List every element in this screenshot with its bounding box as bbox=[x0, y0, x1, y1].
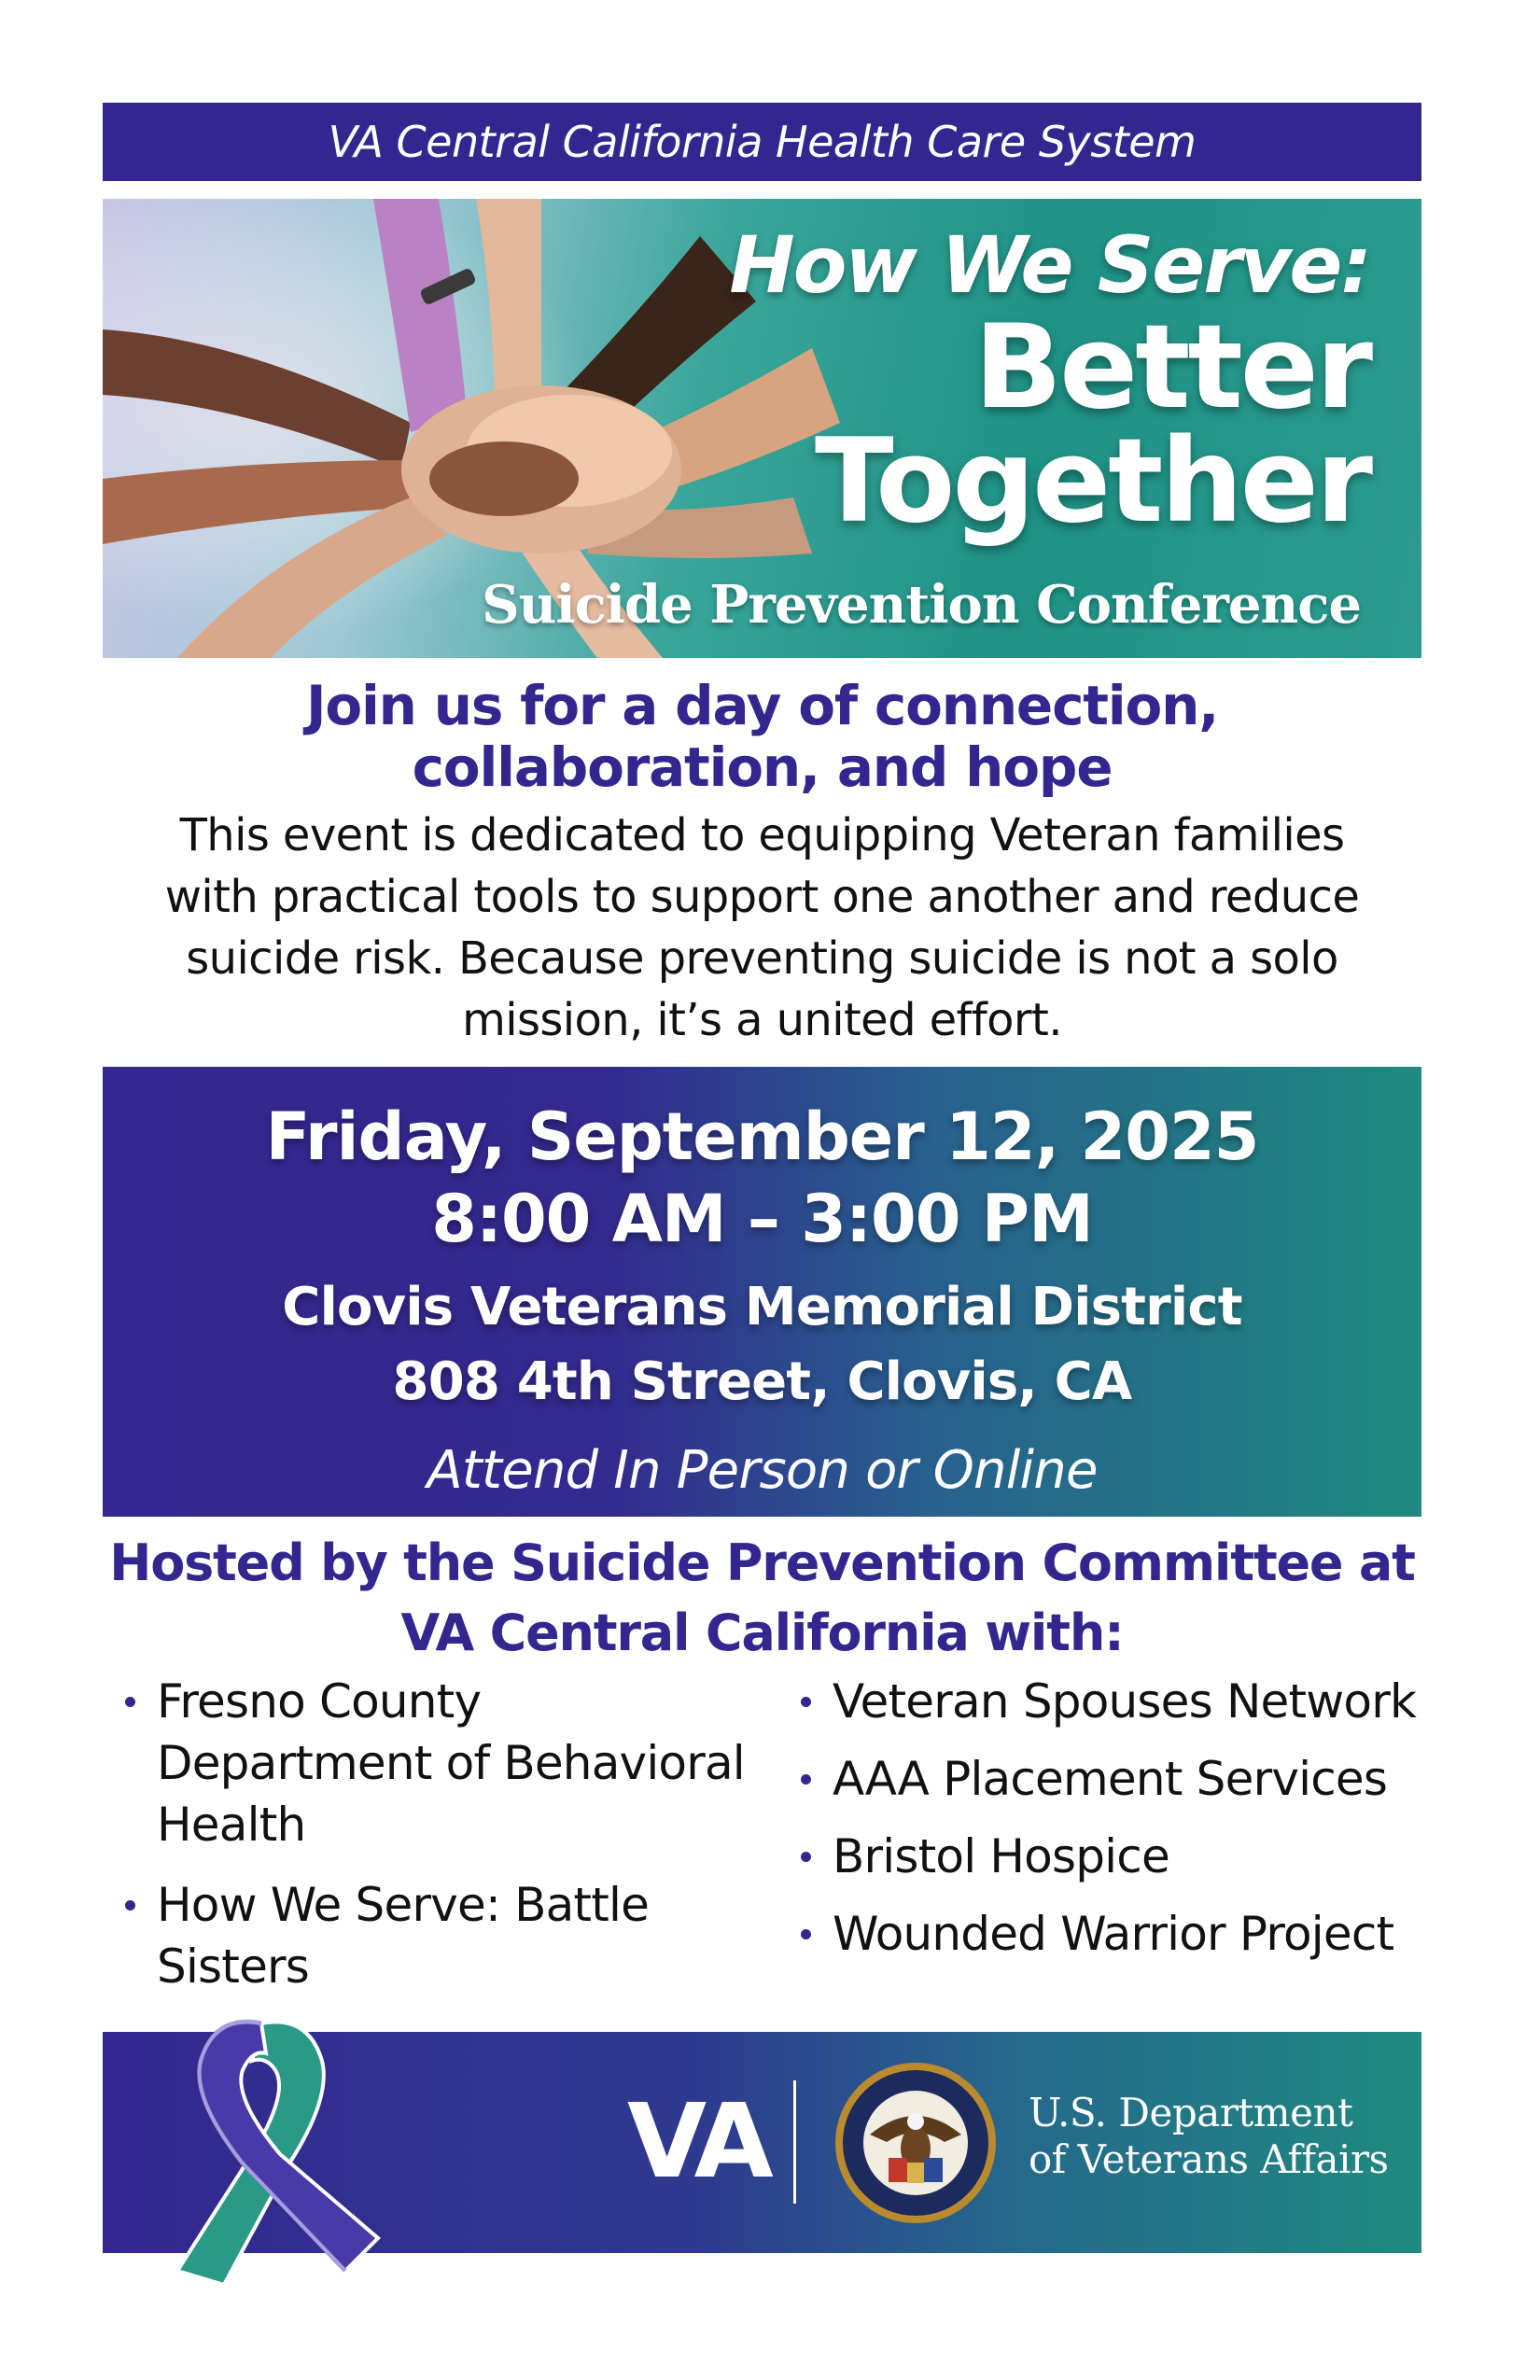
hosted-heading-line: VA Central California with: bbox=[400, 1603, 1124, 1662]
event-time: 8:00 AM – 3:00 PM bbox=[431, 1181, 1093, 1257]
intro-body-line: This event is dedicated to equipping Veteran families bbox=[179, 809, 1345, 861]
va-logo: VA bbox=[627, 2081, 768, 2201]
partner-name-line: Sisters bbox=[157, 1939, 310, 1994]
organization-banner bbox=[103, 103, 1421, 181]
intro-description bbox=[103, 805, 1421, 1051]
partners-list-right bbox=[795, 1671, 1449, 1981]
department-name-line: of Veterans Affairs bbox=[1029, 2136, 1389, 2182]
partner-name-line: Department of Behavioral bbox=[157, 1736, 745, 1790]
intro-body-line: suicide risk. Because preventing suicide is not a solo bbox=[186, 932, 1338, 985]
partner-name-line: Fresno County bbox=[157, 1674, 482, 1729]
list-item bbox=[795, 1671, 1449, 1732]
event-date: Friday, September 12, 2025 bbox=[265, 1099, 1259, 1175]
partner-name-line: Health bbox=[157, 1798, 306, 1852]
intro-heading-line: collaboration, and hope bbox=[412, 735, 1113, 799]
partner-name: AAA Placement Services bbox=[833, 1752, 1388, 1806]
conference-subtitle: Suicide Prevention Conference bbox=[482, 574, 1361, 636]
event-venue: Clovis Veterans Memorial District bbox=[282, 1277, 1242, 1337]
partner-name: Wounded Warrior Project bbox=[833, 1907, 1394, 1961]
list-item bbox=[795, 1748, 1449, 1810]
hero-title-prefix: How We Serve: bbox=[729, 219, 1370, 311]
bullet-icon bbox=[801, 1852, 811, 1862]
hero-title-better: Better bbox=[973, 301, 1370, 435]
hero-banner bbox=[103, 199, 1421, 658]
list-item bbox=[119, 1874, 754, 1997]
partner-name: Veteran Spouses Network bbox=[833, 1674, 1417, 1729]
bullet-icon bbox=[125, 1697, 135, 1707]
hosted-by-heading bbox=[103, 1528, 1421, 1668]
list-item bbox=[119, 1671, 754, 1855]
intro-body-line: with practical tools to support one another and reduce bbox=[164, 871, 1360, 923]
list-item bbox=[795, 1903, 1449, 1965]
intro-heading-line: Join us for a day of connection, bbox=[305, 674, 1219, 737]
intro-heading bbox=[103, 675, 1421, 798]
awareness-ribbon-icon bbox=[149, 2005, 392, 2294]
bullet-icon bbox=[801, 1774, 811, 1785]
bullet-icon bbox=[801, 1697, 811, 1707]
partner-name-line: How We Serve: Battle bbox=[157, 1878, 650, 1932]
list-item bbox=[795, 1826, 1449, 1887]
partners-list-left bbox=[119, 1671, 754, 2016]
organization-name: VA Central California Health Care System bbox=[328, 117, 1197, 167]
logo-divider bbox=[793, 2080, 796, 2204]
bullet-icon bbox=[125, 1900, 135, 1911]
partner-name: Bristol Hospice bbox=[833, 1829, 1169, 1883]
department-name-line: U.S. Department bbox=[1029, 2090, 1353, 2135]
va-seal-icon bbox=[833, 2060, 999, 2226]
hero-title-together: Together bbox=[815, 414, 1370, 549]
event-details-panel bbox=[103, 1067, 1421, 1517]
attendance-options: Attend In Person or Online bbox=[427, 1440, 1098, 1501]
bullet-icon bbox=[801, 1929, 811, 1939]
intro-body-line: mission, it’s a united effort. bbox=[462, 994, 1062, 1046]
hosted-heading-line: Hosted by the Suicide Prevention Committee at bbox=[109, 1533, 1415, 1592]
event-address: 808 4th Street, Clovis, CA bbox=[392, 1351, 1132, 1412]
